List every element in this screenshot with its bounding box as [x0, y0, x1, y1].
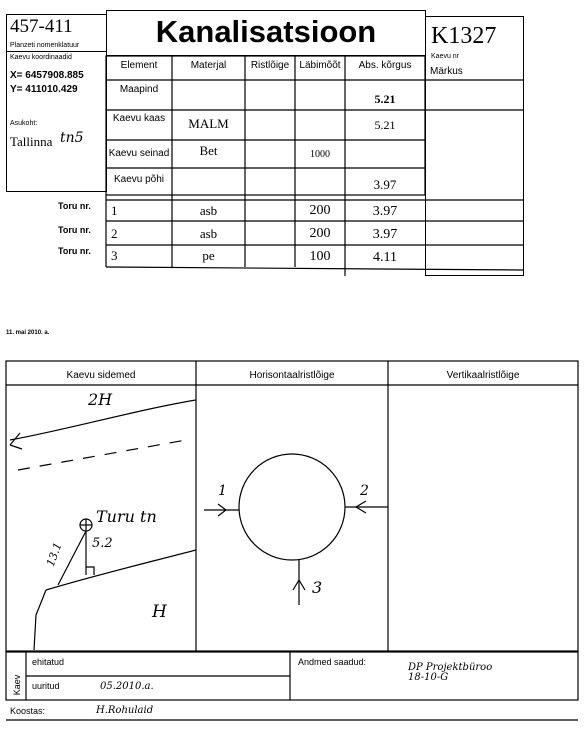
- pipe-abs: 4.11: [373, 250, 397, 265]
- pipe-label-1: 1: [218, 483, 227, 499]
- col-header-vertical: Vertikaalristlõige: [446, 370, 520, 381]
- built-label: ehitatud: [32, 657, 65, 667]
- compiled-value: H.Rohulaid: [96, 705, 154, 716]
- document-date: 11. mai 2010. a.: [6, 330, 50, 336]
- pipe-label: Toru nr.: [58, 225, 91, 235]
- pipe-label: Toru nr.: [58, 246, 91, 256]
- surveyed-value: 05.2010.a.: [100, 681, 154, 692]
- pipe-label-2: 2: [360, 483, 369, 499]
- row-element: Kaevu kaas: [112, 113, 166, 124]
- pipe-material: asb: [199, 226, 218, 241]
- row-diameter: 1000: [310, 149, 330, 160]
- surveyed-label: uuritud: [32, 681, 60, 691]
- row-abs: 3.97: [373, 177, 397, 192]
- row-abs: 5.21: [374, 118, 396, 132]
- pipe-nr: 3: [111, 248, 118, 263]
- col-header-horizontal: Horisontaalristlõige: [249, 370, 335, 381]
- pipe-diameter: 100: [309, 249, 331, 264]
- coordinates-label: Kaevu koordinaadid: [10, 54, 72, 61]
- location-value: Tallinna: [10, 134, 53, 149]
- page-title: Kanalisatsioon: [155, 14, 377, 49]
- pipe-label-3: 3: [312, 578, 323, 597]
- header-remarks: Märkus: [430, 66, 463, 77]
- pipe-label: Toru nr.: [58, 201, 91, 211]
- footer-side-label: Kaev: [12, 674, 22, 696]
- row-material: MALM: [188, 116, 229, 131]
- map-sheet-number: 457-411: [10, 16, 73, 37]
- pipe-diameter: 200: [309, 203, 331, 218]
- sketch-label-2h: 2H: [88, 390, 113, 409]
- source-value-2: 18-10-G: [408, 672, 449, 683]
- horizontal-section: [196, 385, 388, 655]
- row-abs: 5.21: [374, 92, 396, 106]
- pipe-abs: 3.97: [372, 204, 398, 219]
- pipe-nr: 2: [111, 226, 118, 241]
- sketch-label-h: H: [152, 602, 167, 622]
- well-number-label: Kaevu nr: [431, 53, 460, 60]
- pipe-nr: 1: [111, 203, 118, 218]
- map-sheet-label: Planzeti nomenklatuur: [10, 42, 80, 49]
- location-label: Asukoht:: [10, 120, 38, 127]
- source-label: Andmed saadud:: [298, 657, 367, 667]
- pipe-diameter: 200: [309, 226, 331, 241]
- header-element: Element: [120, 60, 158, 71]
- header-material: Materjal: [190, 60, 227, 71]
- well-number: K1327: [431, 23, 497, 49]
- pipe-material: pe: [202, 248, 215, 263]
- row-element: Kaevu põhi: [113, 174, 165, 185]
- header-abs: Abs. kõrgus: [358, 60, 412, 71]
- row-element: Maapind: [119, 84, 159, 95]
- source-value-1: DP Projektbüroo: [408, 662, 493, 673]
- row-element: Kaevu seinad: [108, 148, 170, 159]
- coordinate-y: Y= 411010.429: [10, 84, 78, 95]
- footer-grid: [0, 650, 588, 739]
- header-section: Ristlõige: [250, 60, 290, 71]
- row-material: Bet: [199, 143, 218, 158]
- compiled-label: Koostas:: [10, 706, 46, 716]
- col-header-links: Kaevu sidemed: [66, 370, 136, 381]
- sketch-label-dist1: 13.1: [43, 540, 65, 569]
- location-handwritten: tn5: [60, 130, 84, 146]
- pipe-material: asb: [199, 203, 218, 218]
- sketch-label-street: Turu tn: [96, 507, 157, 526]
- sketch-label-dist2: 5.2: [92, 536, 113, 551]
- pipe-abs: 3.97: [372, 227, 398, 242]
- coordinate-x: X= 6457908.885: [10, 70, 84, 81]
- header-diameter: Läbimõõt: [299, 60, 341, 71]
